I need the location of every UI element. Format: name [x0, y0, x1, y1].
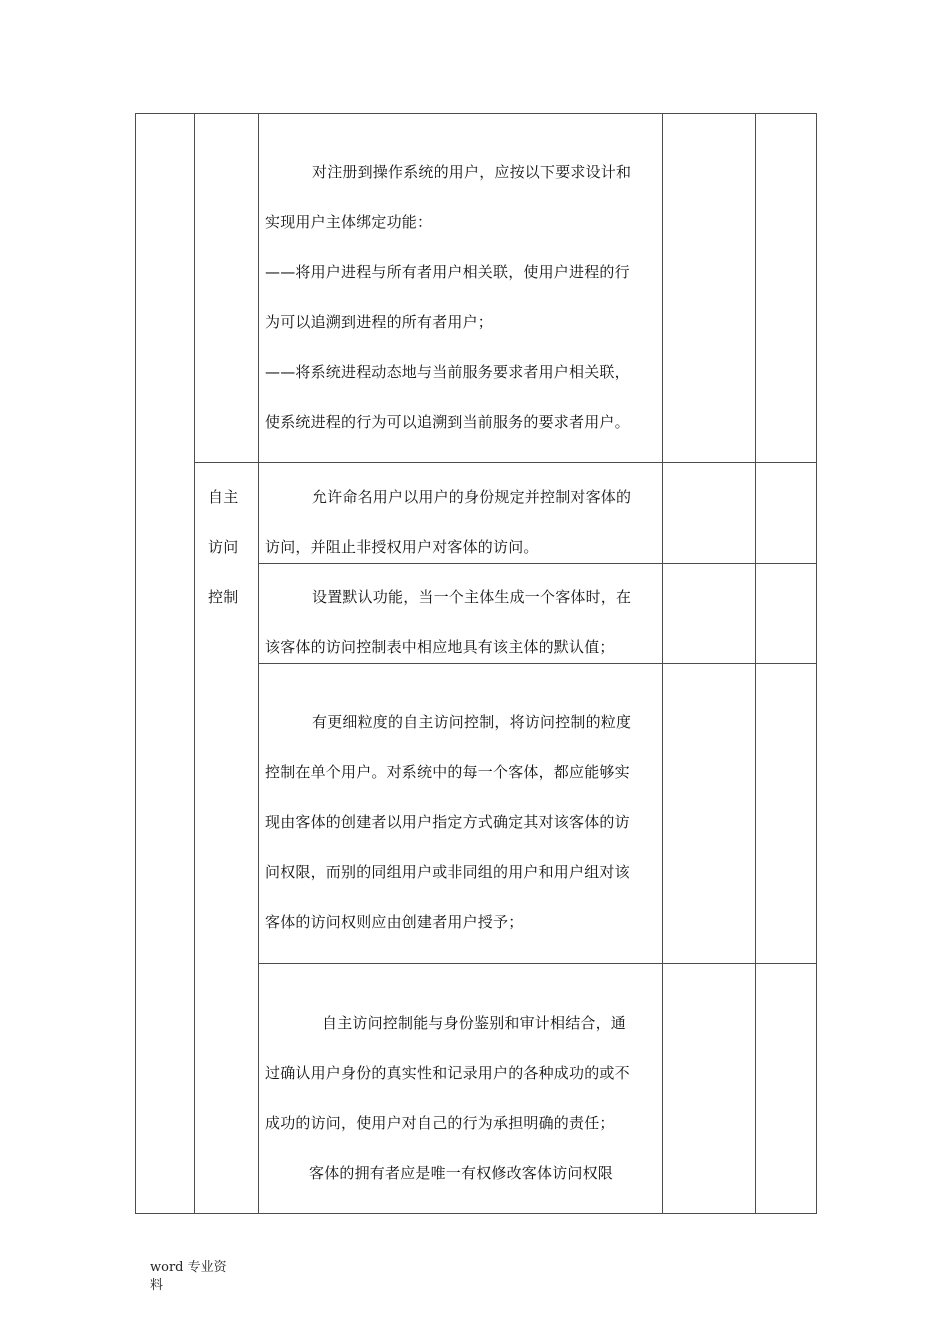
cell-text-line: ——将用户进程与所有者用户相关联，使用户进程的行 — [265, 263, 630, 281]
cell-text-line: 现由客体的创建者以用户指定方式确定其对该客体的访 — [265, 813, 630, 831]
section-label-line: 控制 — [208, 588, 239, 606]
cell-text-line: 对注册到操作系统的用户，应按以下要求设计和 — [312, 163, 632, 181]
cell-text-line: 过确认用户身份的真实性和记录用户的各种成功的或不 — [265, 1064, 630, 1082]
cell-text-line: 问权限，而别的同组用户或非同组的用户和用户组对该 — [265, 863, 630, 881]
cell-text-line: 该客体的访问控制表中相应地具有该主体的默认值； — [265, 638, 615, 656]
row-divider — [258, 663, 817, 664]
cell-text-line: 客体的拥有者应是唯一有权修改客体访问权限 — [309, 1164, 614, 1182]
table-top-border — [135, 113, 817, 114]
column-divider — [755, 113, 756, 1214]
row-divider — [258, 563, 817, 564]
cell-text-line: 允许命名用户以用户的身份规定并控制对客体的 — [312, 488, 632, 506]
cell-text-line: 客体的访问权则应由创建者用户授予； — [265, 913, 524, 931]
cell-text-line: 成功的访问，使用户对自己的行为承担明确的责任； — [265, 1114, 615, 1132]
row-divider — [258, 963, 817, 964]
section-label-line: 自主 — [208, 488, 239, 506]
cell-text-line: 使系统进程的行为可以追溯到当前服务的要求者用户。 — [265, 413, 630, 431]
cell-text-line: 有更细粒度的自主访问控制，将访问控制的粒度 — [312, 713, 632, 731]
cell-text-line: 访问，并阻止非授权用户对客体的访问。 — [265, 538, 539, 556]
cell-text-line: ——将系统进程动态地与当前服务要求者用户相关联， — [265, 363, 630, 381]
cell-text-line: 实现用户主体绑定功能： — [265, 213, 433, 231]
column-divider — [662, 113, 663, 1214]
cell-text-line: 设置默认功能，当一个主体生成一个客体时，在 — [312, 588, 632, 606]
footer-line: word 专业资 — [150, 1260, 227, 1275]
table-left-border — [135, 113, 136, 1214]
row-divider — [194, 462, 817, 463]
footer-line: 料 — [150, 1278, 164, 1293]
table-right-border — [816, 113, 817, 1214]
column-divider — [258, 113, 259, 1214]
section-label-line: 访问 — [208, 538, 239, 556]
column-divider — [194, 113, 195, 1214]
table-bottom-border — [135, 1213, 817, 1214]
cell-text-line: 自主访问控制能与身份鉴别和审计相结合，通 — [322, 1014, 627, 1032]
cell-text-line: 为可以追溯到进程的所有者用户； — [265, 313, 494, 331]
cell-text-line: 控制在单个用户。对系统中的每一个客体，都应能够实 — [265, 763, 630, 781]
